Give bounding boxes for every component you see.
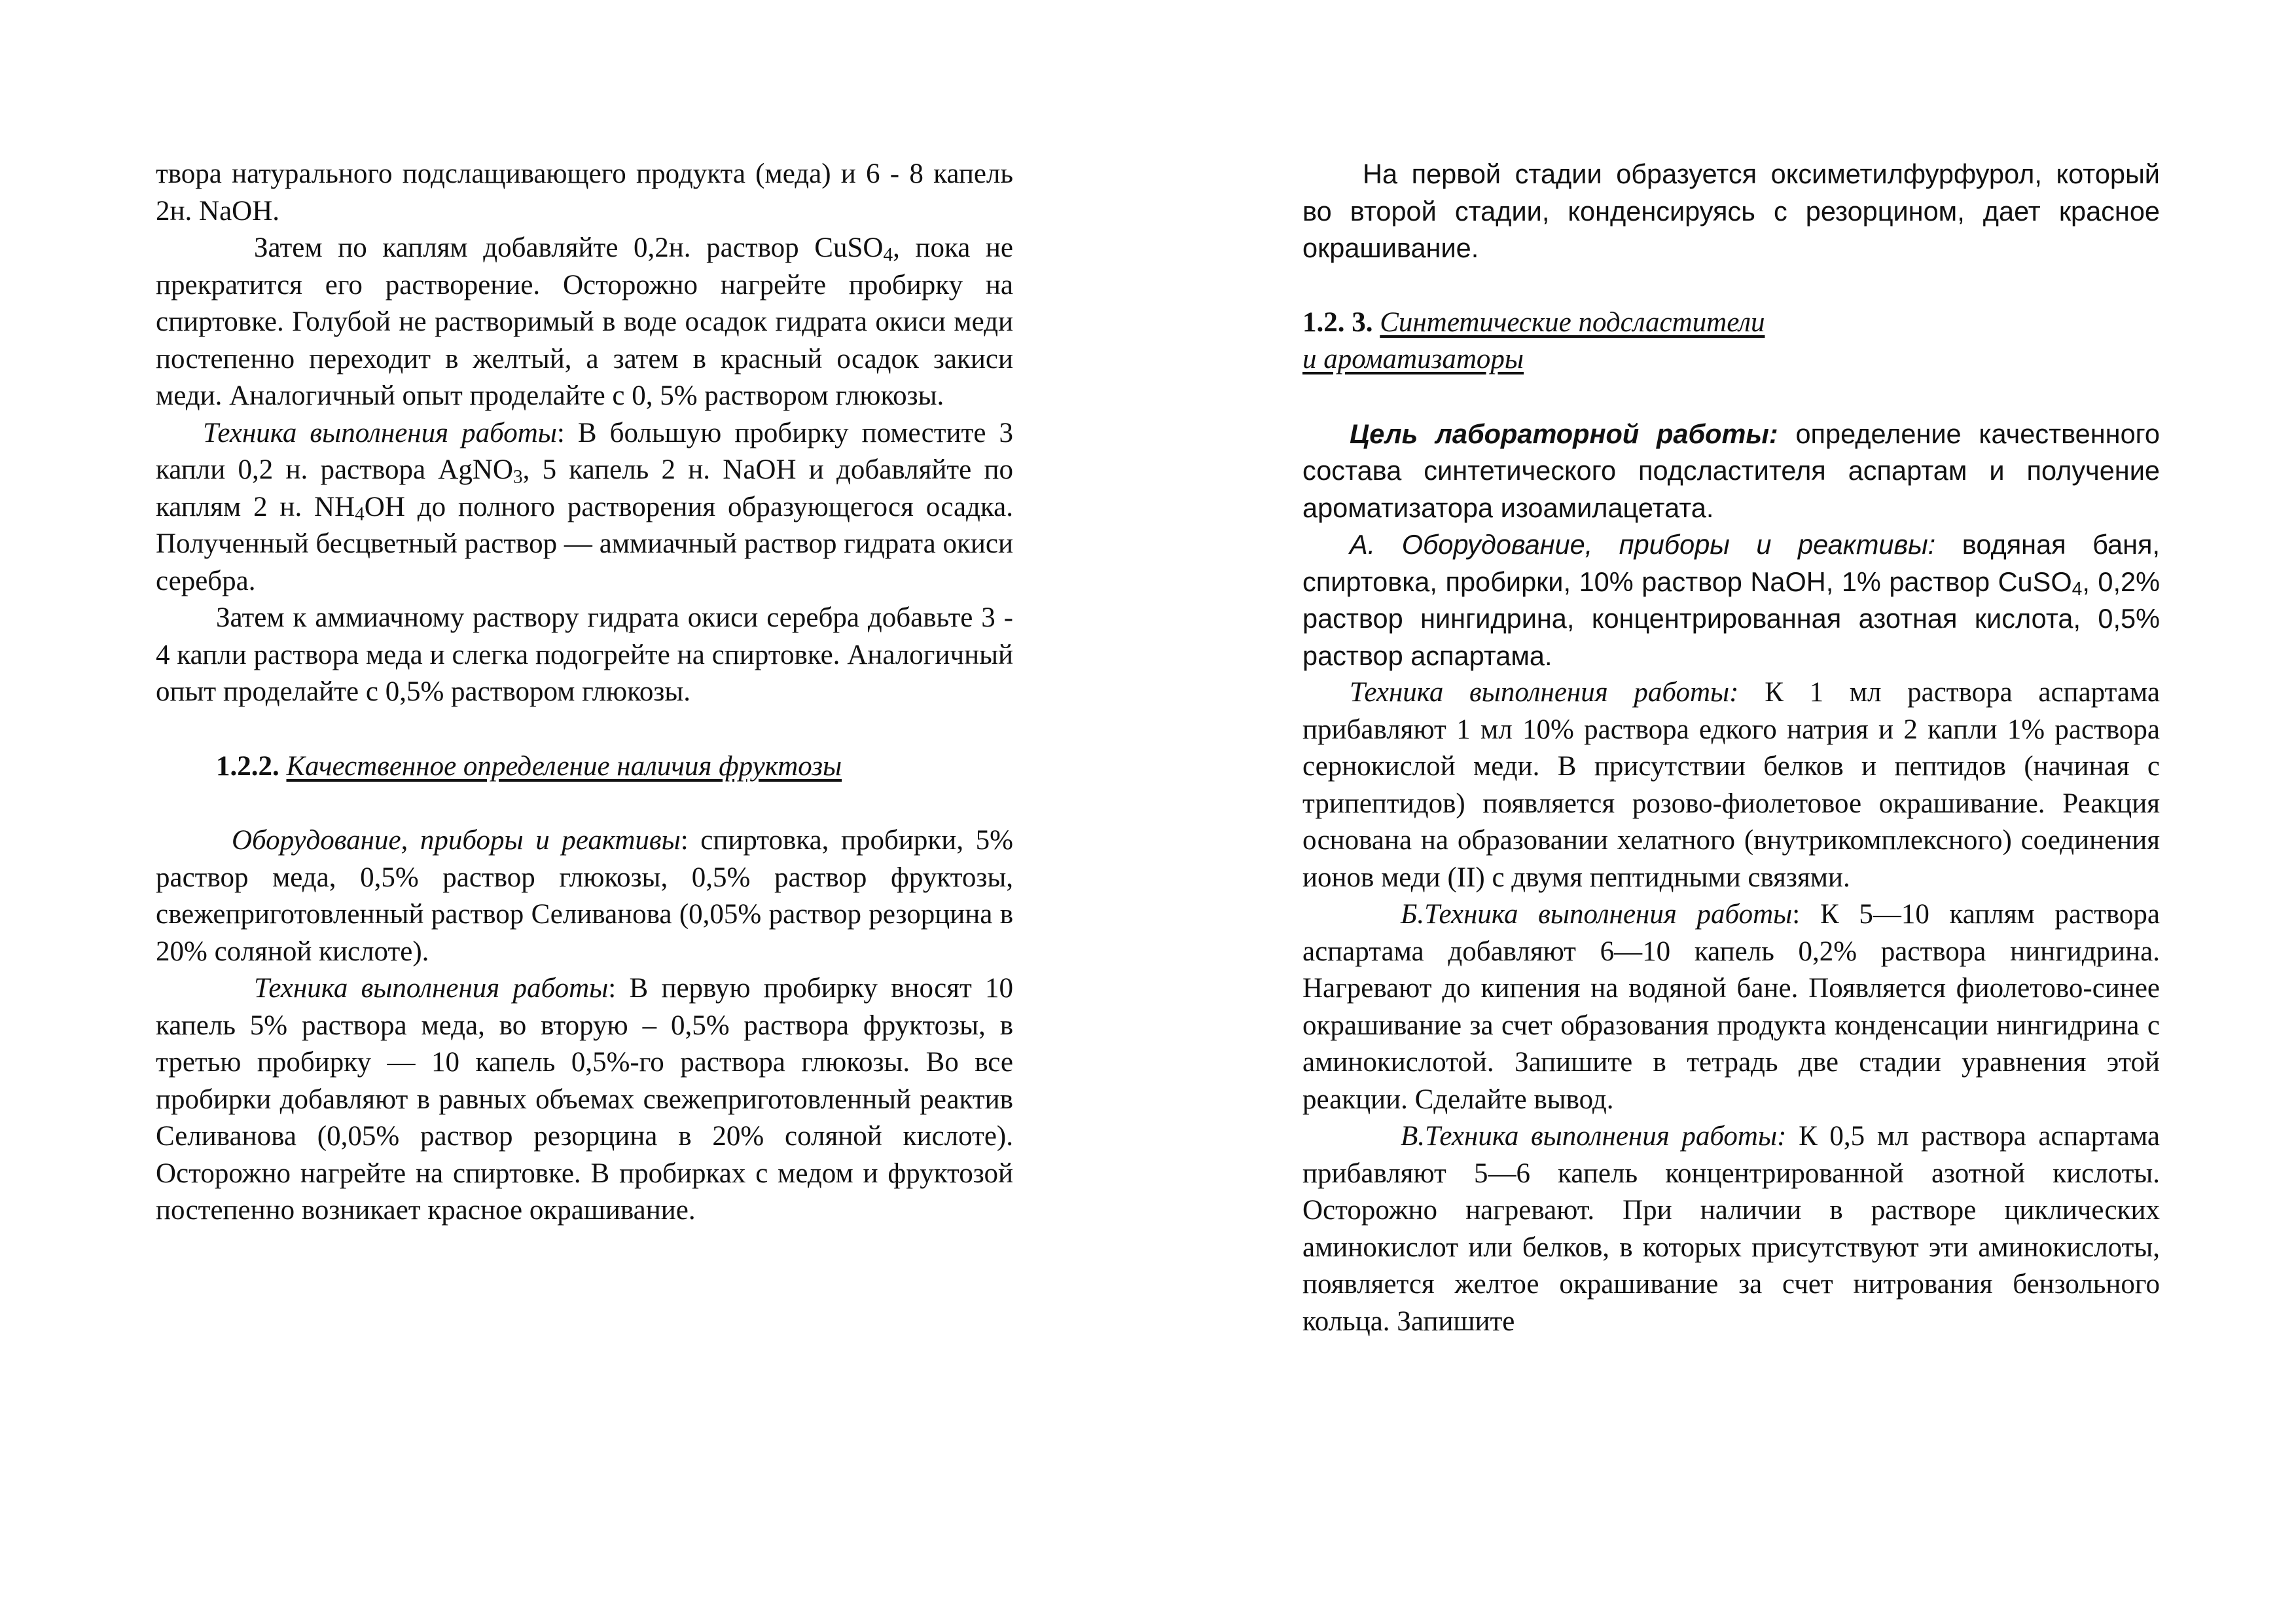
technique-label: Техника выполнения работы xyxy=(203,417,557,448)
paragraph-technique-b: Б.Техника выполнения работы: К 5—10 каплям раствора аспартама добавляют 6—10 капель 0,2% раствора нингидрина. Нагревают до кипения на водяной бане. Появляется фиолетово-синее окрашивание за счет образования продукта конденсации нингидрина с аминокислотой. Запишите в тетрадь две стадии уравнения этой реакции. Сделайте вывод. xyxy=(1302,899,2160,1115)
section-title: Качественное определение наличия фруктозы xyxy=(286,750,842,782)
paragraph-equipment-a: А. Оборудование, приборы и реактивы: водяная баня, спиртовка, пробирки, 10% раствор NaOH, 1% раствор CuSO$_4$, 0,2% раствор нингидрина, концентрированная азотная кислота, 0,5% раствор аспартама. xyxy=(1302,529,2160,671)
section-number: 1.2. 3. xyxy=(1302,306,1373,338)
left-column xyxy=(156,156,1013,1230)
paragraph-goal: Цель лабораторной работы: определение качественного состава синтетического подсластителя аспартам и получение ароматизатора изоамилацетата. xyxy=(1302,418,2160,523)
section-title-line1: Синтетические подсластители xyxy=(1380,306,1765,338)
technique-label: Б.Техника выполнения работы xyxy=(1401,899,1793,930)
section-number: 1.2.2. xyxy=(216,750,279,782)
section-heading-fructose xyxy=(156,748,1013,786)
paragraph-technique-a: Техника выполнения работы: К 1 мл раствора аспартама прибавляют 1 мл 10% раствора едкого натрия и 2 капли 1% раствора сернокислой меди. В присутствии белков и пептидов (начиная с трипептидов) появляется розово-фиолетовое окрашивание. Реакция основана на образовании хелатного (внутрикомплексного) соединения ионов меди (II) с двумя пептидными связями. xyxy=(1302,677,2160,893)
paragraph-silver-honey: Затем к аммиачному раствору гидрата окиси серебра добавьте 3 - 4 капли раствора меда и слегка подогрейте на спиртовке. Аналогичный опыт проделайте с 0,5% раствором глюкозы. xyxy=(156,602,1013,707)
technique-label: В.Техника выполнения работы: xyxy=(1401,1121,1787,1152)
paragraph-cuso4-test: Затем по каплям добавляйте 0,2н. раствор CuSO$_4$, пока не прекратится его растворение. Осторожно нагрейте пробирку на спиртовке. Голубой не растворимый в воде осадок гидрата окиси меди постепенно переходит в желтый, а затем в красный осадок закиси меди. Аналогичный опыт проделайте с 0, 5% раствором глюкозы. xyxy=(156,232,1014,411)
section-title-line2: и ароматизаторы xyxy=(1302,344,1524,374)
paragraph-equipment: Оборудование, приборы и реактивы: спиртовка, пробирки, 5% раствор меда, 0,5% раствор глюкозы, 0,5% раствор фруктозы, свежеприготовленный раствор Селиванова (0,05% раствор резорцина в 20% соляной кислоте). xyxy=(156,825,1013,967)
technique-label: Техника выполнения работы: xyxy=(1350,677,1739,708)
technique-label: Техника выполнения работы xyxy=(254,973,609,1004)
paragraph-silver-test: Техника выполнения работы: В большую пробирку поместите 3 капли 0,2 н. раствора AgNO$_3$, 5 капель 2 н. NaOH и добавляйте по каплям 2 н. $NH_4OH$ до полного растворения образующегося осадка. Полученный бесцветный раствор — аммиачный раствор гидрата окиси серебра. xyxy=(156,417,1013,596)
right-page xyxy=(1148,0,2296,1623)
paragraph-technique-c: В.Техника выполнения работы: К 0,5 мл раствора аспартама прибавляют 5—6 капель концентрированной азотной кислоты. Осторожно нагревают. При наличии в растворе циклических аминокислот или белков, в которых присутствуют эти аминокислоты, появляется желтое окрашивание за счет нитрования бензольного кольца. Запишите xyxy=(1302,1121,2160,1337)
goal-label: Цель лабораторной работы: xyxy=(1350,418,1778,449)
paragraph-first-stage: На первой стадии образуется оксиметилфурфурол, который во второй стадии, конденсируясь с резорцином, дает красное окрашивание. xyxy=(1302,158,2160,263)
paragraph-honey-sample: твора натурального подслащивающего продукта (меда) и 6 - 8 капель 2н. NaOH. xyxy=(156,158,1013,227)
paragraph-fructose-technique: Техника выполнения работы: В первую пробирку вносят 10 капель 5% раствора меда, во вторую – 0,5% раствора фруктозы, в третью пробирку — 10 капель 0,5%-го раствора глюкозы. Во все пробирки добавляют в равных объемах свежеприготовленный реактив Селиванова (0,05% раствор резорцина в 20% соляной кислоте). Осторожно нагрейте на спиртовке. В пробирках с медом и фруктозой постепенно возникает красное окрашивание. xyxy=(156,973,1013,1226)
equipment-label: А. Оборудование, приборы и реактивы: xyxy=(1350,529,1936,560)
right-column xyxy=(1302,156,2160,1340)
section-heading-sweeteners xyxy=(1302,304,2160,378)
equipment-label: Оборудование, приборы и реактивы xyxy=(232,825,681,856)
